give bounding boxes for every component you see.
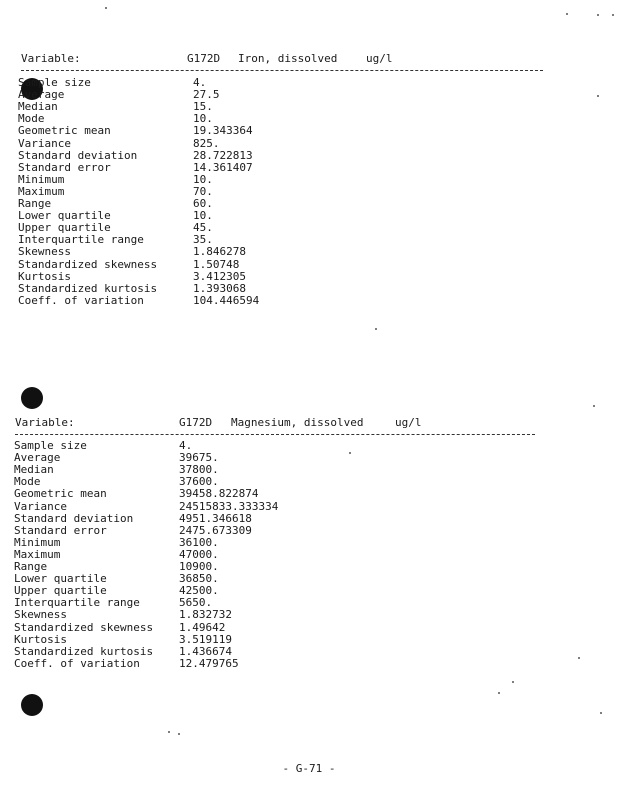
stat-row [14,525,334,537]
stat-label: Upper quartile [14,584,107,598]
stat-value: 10. [193,112,213,126]
scan-speck [498,692,500,694]
stat-row [18,101,338,113]
stat-label: Variance [18,136,71,150]
section-2-header [15,416,555,430]
stat-row [14,452,334,464]
stat-value: 10. [193,209,213,223]
stat-value: 104.446594 [193,293,260,307]
scan-speck [168,731,170,733]
stat-value: 4951.346618 [179,511,252,525]
stat-row [18,174,338,186]
stat-row [14,609,334,621]
stat-row [18,283,338,295]
stat-value: 60. [193,197,213,210]
stat-value: 3.519119 [179,632,232,646]
stat-value: 39458.822874 [179,487,259,501]
stat-value: 14.361407 [193,160,253,174]
scan-speck [597,14,599,16]
page-number: - G-71 - [282,762,336,775]
stat-label: Interquartile range [18,233,144,247]
stat-value: 5650. [179,596,213,610]
stat-value: 36850. [179,572,219,586]
stat-row [14,549,334,561]
stat-value: 10. [193,172,213,186]
scan-speck [375,328,377,330]
stat-label: Standard error [18,160,111,174]
stat-label: Range [14,560,48,573]
stat-label: Standard error [14,523,107,537]
unit-label: ug/l [395,416,422,429]
punch-hole [21,387,43,409]
stat-value: 28.722813 [193,148,253,162]
stat-label: Maximum [14,547,61,561]
stat-value: 1.49642 [179,620,226,634]
stat-value: 35. [193,233,213,247]
section-1-rule [21,70,543,71]
scan-speck [578,657,580,659]
stat-label: Coeff. of variation [14,656,140,670]
stat-label: Median [18,100,58,114]
stat-row [14,501,334,513]
stat-label: Lower quartile [14,572,107,586]
scan-speck [105,7,107,9]
stat-value: 1.436674 [179,644,232,658]
stat-label: Geometric mean [18,124,111,138]
scan-speck [512,681,514,683]
stat-row [14,513,334,525]
scan-speck [600,712,602,714]
stat-label: Average [14,451,61,465]
stat-row [14,658,334,670]
stat-row [18,295,338,307]
stat-row [14,488,334,500]
section-1-header [21,52,561,66]
stat-value: 12.479765 [179,656,239,670]
stat-label: Coeff. of variation [18,293,144,307]
stat-row [18,271,338,283]
stat-value: 47000. [179,547,219,561]
stat-value: 42500. [179,584,219,598]
stat-value: 10900. [179,560,219,573]
scan-speck [566,13,568,15]
stat-value: 15. [193,100,213,114]
station-id: G172D [187,52,221,65]
stat-row [14,646,334,658]
stat-label: Geometric mean [14,487,107,501]
scan-speck [349,452,351,454]
stat-row [18,259,338,271]
stat-label: Mode [18,112,45,126]
stat-value: 1.393068 [193,281,246,295]
stat-row [14,464,334,476]
stat-value: 70. [193,184,213,198]
stat-label: Maximum [18,184,65,198]
stat-value: 37800. [179,463,219,477]
stat-label: Skewness [18,245,71,259]
variable-label: Variable: [15,416,75,429]
stat-row [14,440,334,452]
variable-label: Variable: [21,52,81,65]
stat-label: Standard deviation [14,511,134,525]
stat-value: 36100. [179,535,219,549]
stat-value: 24515833.333334 [179,499,279,513]
stat-label: Standardized kurtosis [18,281,158,295]
stat-label: Standard deviation [18,148,138,162]
stat-row [18,246,338,258]
scan-speck [597,95,599,97]
stat-value: 39675. [179,451,219,465]
stat-label: Sample size [18,76,91,89]
section-2-rule [15,434,535,435]
stat-label: Interquartile range [14,596,140,610]
stat-row [14,537,334,549]
stat-row [18,89,338,101]
stat-value: 4. [179,439,193,452]
stat-label: Sample size [14,439,87,452]
stat-row [14,622,334,634]
stat-value: 825. [193,136,220,150]
stat-value: 1.846278 [193,245,246,259]
stat-row [14,634,334,646]
punch-hole [21,694,43,716]
stat-value: 4. [193,76,207,89]
parameter-name: Iron, dissolved [238,52,338,65]
stat-label: Minimum [14,535,61,549]
unit-label: ug/l [366,52,393,65]
station-id: G172D [179,416,213,429]
stat-row [18,162,338,174]
stat-row [18,138,338,150]
scan-speck [612,14,614,16]
stat-label: Median [14,463,54,477]
stat-row [18,77,338,89]
stat-value: 27.5 [193,88,220,102]
stat-row [18,186,338,198]
stat-value: 45. [193,221,213,235]
stat-label: Average [18,88,65,102]
stat-value: 1.50748 [193,257,240,271]
stat-label: Variance [14,499,67,513]
scan-speck [593,405,595,407]
stat-value: 3.412305 [193,269,246,283]
stat-label: Skewness [14,608,67,622]
stat-row [18,125,338,137]
scan-speck [178,733,180,735]
stat-label: Kurtosis [18,269,71,283]
stat-label: Mode [14,475,41,489]
stat-value: 2475.673309 [179,523,252,537]
stat-value: 1.832732 [179,608,232,622]
stat-row [18,150,338,162]
stat-label: Standardized skewness [14,620,154,634]
stat-value: 37600. [179,475,219,489]
parameter-name: Magnesium, dissolved [231,416,364,429]
stat-label: Minimum [18,172,65,186]
stat-value: 19.343364 [193,124,253,138]
stat-label: Kurtosis [14,632,67,646]
stat-label: Standardized skewness [18,257,158,271]
stat-label: Range [18,197,52,210]
stat-label: Upper quartile [18,221,111,235]
stat-label: Lower quartile [18,209,111,223]
stat-label: Standardized kurtosis [14,644,154,658]
